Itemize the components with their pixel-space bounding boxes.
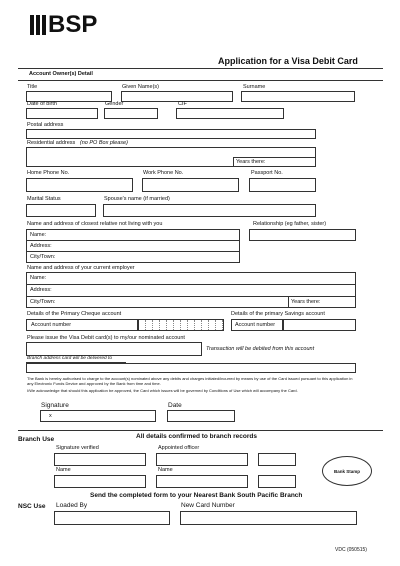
relative-address-label: Address: [30,243,52,249]
form-title: Application for a Visa Debit Card [218,56,358,66]
branch-extra-field-1[interactable] [258,453,296,466]
given-names-field[interactable] [121,91,233,102]
branch-extra-field-2[interactable] [258,475,296,488]
header-divider [18,68,383,69]
date-label: Date [168,402,182,409]
marital-label: Marital Status [27,196,61,202]
marital-field[interactable] [26,204,96,217]
savings-account-number-label: Account number [235,322,276,328]
signature-field[interactable] [40,410,156,422]
residential-label: Residential address (no PO Box please) [27,140,128,146]
work-phone-label: Work Phone No. [143,170,184,176]
new-card-field[interactable] [180,511,357,525]
cheque-account-number-input[interactable] [138,319,223,331]
dob-field[interactable] [26,108,98,119]
employer-years-separator [288,296,289,308]
date-field[interactable] [167,410,235,422]
relative-row-line-2 [26,251,240,252]
owner-section-heading: Account Owner(s) Detail [29,71,93,77]
cheque-account-number-label: Account number [31,322,72,328]
employer-address-label: Address: [30,287,52,293]
relative-name-label: Name: [30,232,47,238]
years-separator [233,157,234,167]
cif-label: CIF [178,101,187,107]
passport-field[interactable] [249,178,316,192]
send-heading: Send the completed form to your Nearest Bank South Pacific Branch [90,492,303,499]
employer-city-label: City/Town: [30,299,56,305]
home-phone-label: Home Phone No. [27,170,70,176]
new-card-label: New Card Number [181,502,235,509]
legal-text-2: I/We acknowledge that should this application be approved, the Card which issues will be governed by Conditions of Use which will accompany the Card. [27,388,298,393]
name2-field[interactable] [156,475,248,488]
residential-note: (no PO Box please) [79,140,128,146]
employer-row-line-2 [26,296,356,297]
years-there-label: Years there: [236,159,266,165]
nominated-account-field[interactable] [26,342,202,356]
years-divider [233,157,316,158]
cif-field[interactable] [176,108,284,119]
bank-stamp-area [322,456,372,486]
name1-label: Name [56,467,71,473]
branch-use-heading: Branch Use [18,436,55,443]
dob-label: Date of birth [27,101,57,107]
relationship-label: Relationship (eg father, sister) [253,221,327,227]
name1-field[interactable] [54,475,146,488]
spouse-field[interactable] [103,204,316,217]
sig-verified-field[interactable] [54,453,146,466]
debit-note: Transaction will be debited from this account [206,346,315,352]
passport-label: Passport No. [251,170,283,176]
signature-label: Signature [41,402,69,409]
savings-heading: Details of the primary Savings account [231,311,325,317]
signature-x-mark: x [49,413,52,419]
owner-divider [18,80,383,81]
postal-field[interactable] [26,129,316,139]
name2-label: Name [158,467,173,473]
loaded-by-field[interactable] [54,511,170,525]
bsp-logo [30,12,120,38]
given-names-label: Given Name(s) [122,84,159,90]
surname-label: Surname [243,84,266,90]
sig-verified-label: Signature verified [56,445,99,451]
issue-label: Please issue the Visa Debit card(s) to my/our nominated account [27,335,185,341]
branch-delivery-field[interactable] [26,363,356,373]
spouse-label: Spouse's name (if married) [104,196,170,202]
appointed-label: Appointed officer [158,445,200,451]
relative-row-line-1 [26,240,240,241]
gender-field[interactable] [104,108,158,119]
legal-text-1: The Bank is hereby authorised to charge to the account(s) nominated above any debits and charges initiated/incurred by means by use of the Card issued pursuant to this application in any Electronic Funds Device and approved by the Bank from time and time. [27,376,353,386]
relative-box[interactable] [26,229,240,263]
employer-name-label: Name: [30,275,47,281]
branch-divider [18,430,383,431]
postal-label: Postal address [27,122,64,128]
logo-text: BSP [48,11,98,38]
confirmed-heading: All details confirmed to branch records [136,433,257,440]
logo-bars-icon [30,15,48,35]
relative-label: Name and address of closest relative not living with you [27,221,163,227]
appointed-field[interactable] [156,453,248,466]
employer-row-line-1 [26,284,356,285]
savings-account-number-input[interactable] [283,319,356,331]
branch-delivery-label: Branch address card will be delivered to [27,356,113,361]
employer-years-label: Years there: [291,299,321,305]
form-code: VDC (050515) [335,547,367,553]
surname-field[interactable] [241,91,355,102]
bank-stamp-label: Bank Stamp [333,468,360,474]
home-phone-field[interactable] [26,178,133,192]
cheque-heading: Details of the Primary Cheque account [27,311,122,317]
relative-city-label: City/Town: [30,254,56,260]
nsc-use-heading: NSC Use [18,503,46,510]
relationship-field[interactable] [249,229,356,241]
cheque-input-end [223,319,224,331]
title-label: Title [27,84,38,90]
work-phone-field[interactable] [142,178,239,192]
gender-label: Gender [105,101,124,107]
loaded-by-label: Loaded By [56,502,88,509]
employer-label: Name and address of your current employer [27,265,135,271]
